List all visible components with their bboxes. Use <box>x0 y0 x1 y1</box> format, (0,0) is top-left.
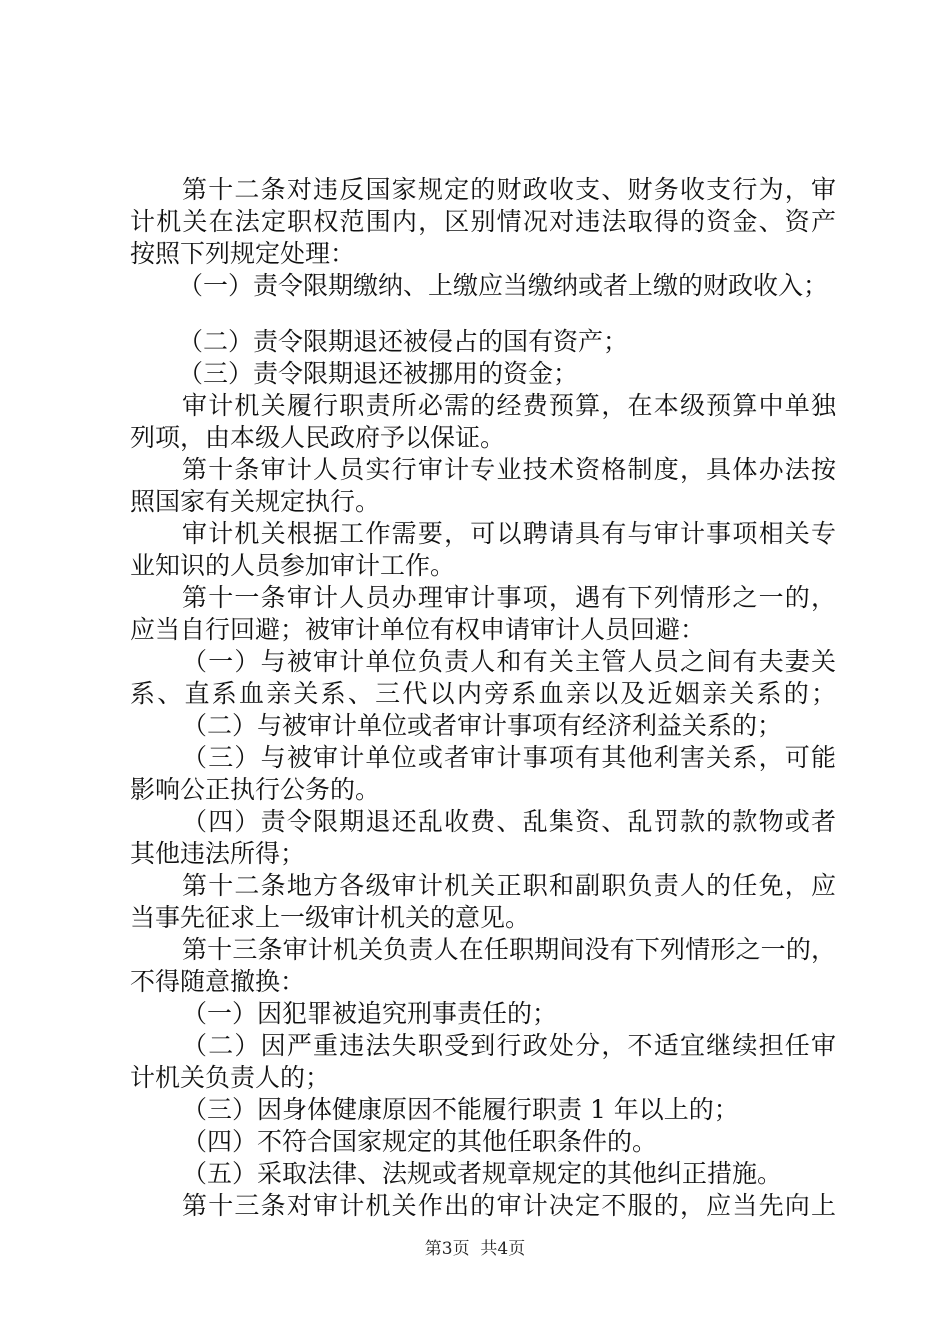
paragraph-line: 第十条审计人员实行审计专业技术资格制度，具体办法按 <box>182 455 836 484</box>
paragraph-line: 影响公正执行公务的。 <box>130 775 381 804</box>
paragraph-line: （三）因身体健康原因不能履行职责 1 年以上的； <box>182 1095 739 1124</box>
paragraph-line: 第十三条对审计机关作出的审计决定不服的，应当先向上 <box>182 1191 836 1220</box>
paragraph-line: 其他违法所得； <box>130 839 306 868</box>
paragraph-line: （三）责令限期退还被挪用的资金； <box>178 359 579 388</box>
paragraph-line: 审计机关根据工作需要，可以聘请具有与审计事项相关专 <box>182 519 836 548</box>
paragraph-line: 照国家有关规定执行。 <box>130 487 381 516</box>
paragraph-line: （四）责令限期退还乱收费、乱集资、乱罚款的款物或者 <box>182 807 836 836</box>
paragraph-line: （二）因严重违法失职受到行政处分，不适宜继续担任审 <box>182 1031 836 1060</box>
paragraph-line: 业知识的人员参加审计工作。 <box>130 551 456 580</box>
paragraph-line: 系、直系血亲关系、三代以内旁系血亲以及近姻亲关系的； <box>130 679 836 708</box>
blank-gap <box>130 302 836 326</box>
paragraph-line: 第十一条审计人员办理审计事项，遇有下列情形之一的， <box>182 583 836 612</box>
paragraph-line: 计机关在法定职权范围内，区别情况对违法取得的资金、资产 <box>130 207 836 236</box>
paragraph-line: （二）与被审计单位或者审计事项有经济利益关系的； <box>182 711 783 740</box>
paragraph-line: 当事先征求上一级审计机关的意见。 <box>130 903 531 932</box>
paragraph-line: 列项，由本级人民政府予以保证。 <box>130 423 506 452</box>
paragraph-line: 第十二条地方各级审计机关正职和副职负责人的任免，应 <box>182 871 836 900</box>
document-body <box>130 174 836 1222</box>
paragraph-line: 第十三条审计机关负责人在任职期间没有下列情形之一的， <box>182 935 836 964</box>
paragraph-line: 按照下列规定处理： <box>130 239 356 268</box>
paragraph-line: （二）责令限期退还被侵占的国有资产； <box>178 327 629 356</box>
page-number-label: 第3页 共4页 <box>424 1239 526 1259</box>
paragraph-line: （一）责令限期缴纳、上缴应当缴纳或者上缴的财政收入； <box>178 271 829 300</box>
paragraph-line: 审计机关履行职责所必需的经费预算，在本级预算中单独 <box>182 391 836 420</box>
paragraph-line: 第十二条对违反国家规定的财政收支、财务收支行为，审 <box>182 175 836 204</box>
paragraph-line: 应当自行回避；被审计单位有权申请审计人员回避： <box>130 615 706 644</box>
paragraph-line: （一）因犯罪被追究刑事责任的； <box>182 999 558 1028</box>
page-footer <box>0 1238 950 1260</box>
paragraph-line: 计机关负责人的； <box>130 1063 331 1092</box>
paragraph-line: （四）不符合国家规定的其他任职条件的。 <box>182 1127 658 1156</box>
paragraph-line: （一）与被审计单位负责人和有关主管人员之间有夫妻关 <box>182 647 836 676</box>
paragraph-line: 不得随意撤换： <box>130 967 306 996</box>
paragraph-line: （五）采取法律、法规或者规章规定的其他纠正措施。 <box>182 1159 783 1188</box>
paragraph-line: （三）与被审计单位或者审计事项有其他利害关系，可能 <box>182 743 836 772</box>
